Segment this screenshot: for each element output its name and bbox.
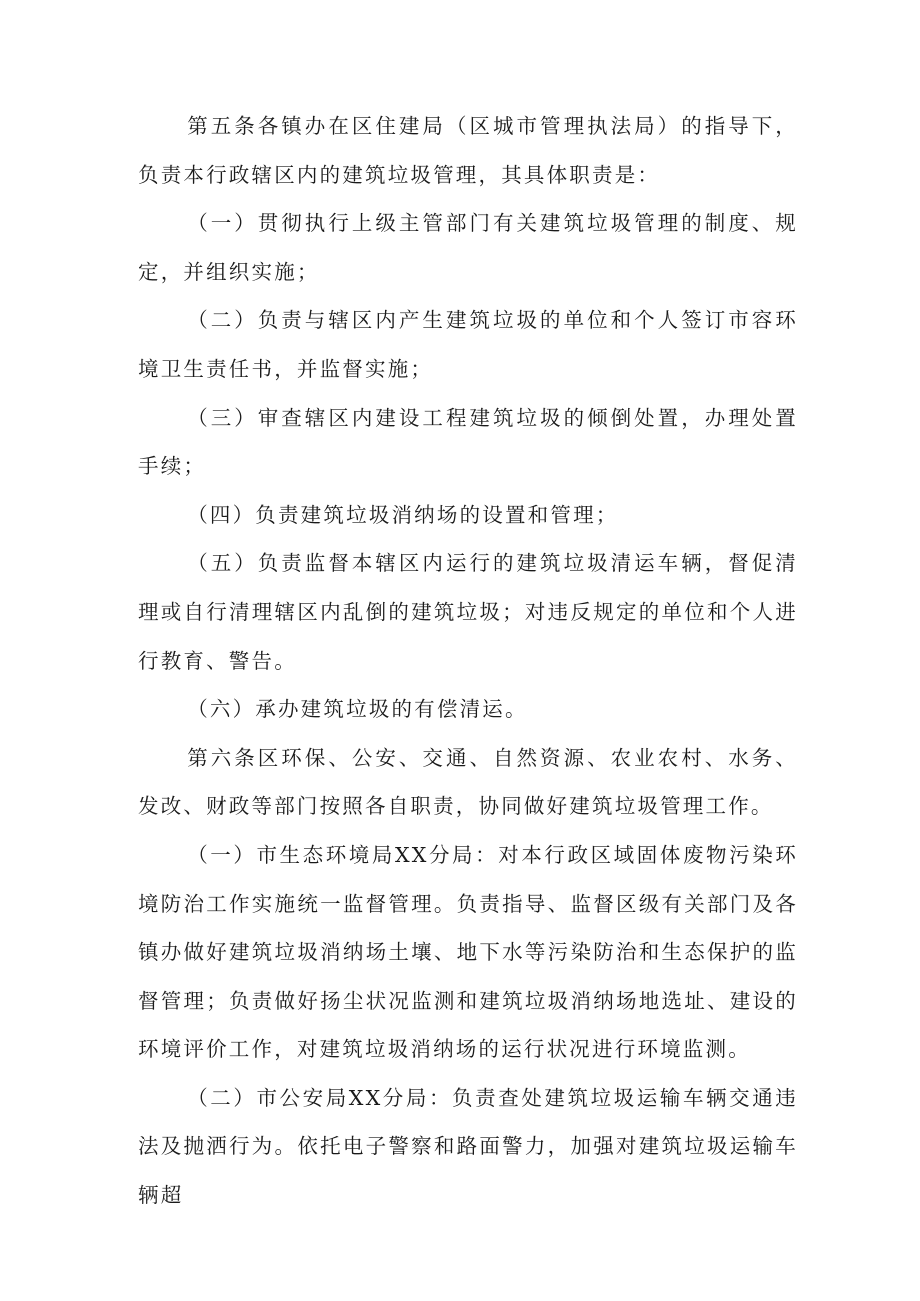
paragraph-article-6: 第六条区环保、公安、交通、自然资源、农业农村、水务、发改、财政等部门按照各自职责，协同做好建筑垃圾管理工作。 (138, 745, 798, 819)
paragraph-item-1: （一）贯彻执行上级主管部门有关建筑垃圾管理的制度、规定，并组织实施； (138, 211, 798, 284)
paragraph-item-2: （二）负责与辖区内产生建筑垃圾的单位和个人签订市容环境卫生责任书，并监督实施； (138, 308, 798, 381)
paragraph-article-6-item-1: （一）市生态环境局XX分局：对本行政区域固体废物污染环境防治工作实施统一监督管理。负责指导、监督区级有关部门及各镇办做好建筑垃圾消纳场土壤、地下水等污染防治和生态保护的监督管理；负责做好扬尘状况监测和建筑垃圾消纳场地选址、建设的环境评价工作，对建筑垃圾消纳场的运行状况进行环境监测。 (138, 842, 798, 1062)
paragraph-item-3: （三）审查辖区内建设工程建筑垃圾的倾倒处置，办理处置手续； (138, 405, 798, 479)
paragraph-item-4: （四）负责建筑垃圾消纳场的设置和管理； (187, 502, 619, 527)
paragraph-article-6-item-2: （二）市公安局XX分局：负责查处建筑垃圾运输车辆交通违法及抛洒行为。依托电子警察和路面警力，加强对建筑垃圾运输车辆超 (138, 1085, 798, 1208)
paragraph-item-6: （六）承办建筑垃圾的有偿清运。 (187, 697, 528, 722)
document-body (138, 102, 798, 1220)
paragraph-article-5: 第五条各镇办在区住建局（区城市管理执法局）的指导下，负责本行政辖区内的建筑垃圾管理，其具体职责是： (138, 114, 798, 187)
paragraph-item-5: （五）负责监督本辖区内运行的建筑垃圾清运车辆，督促清理或自行清理辖区内乱倒的建筑垃圾；对违反规定的单位和个人进行教育、警告。 (138, 551, 798, 673)
